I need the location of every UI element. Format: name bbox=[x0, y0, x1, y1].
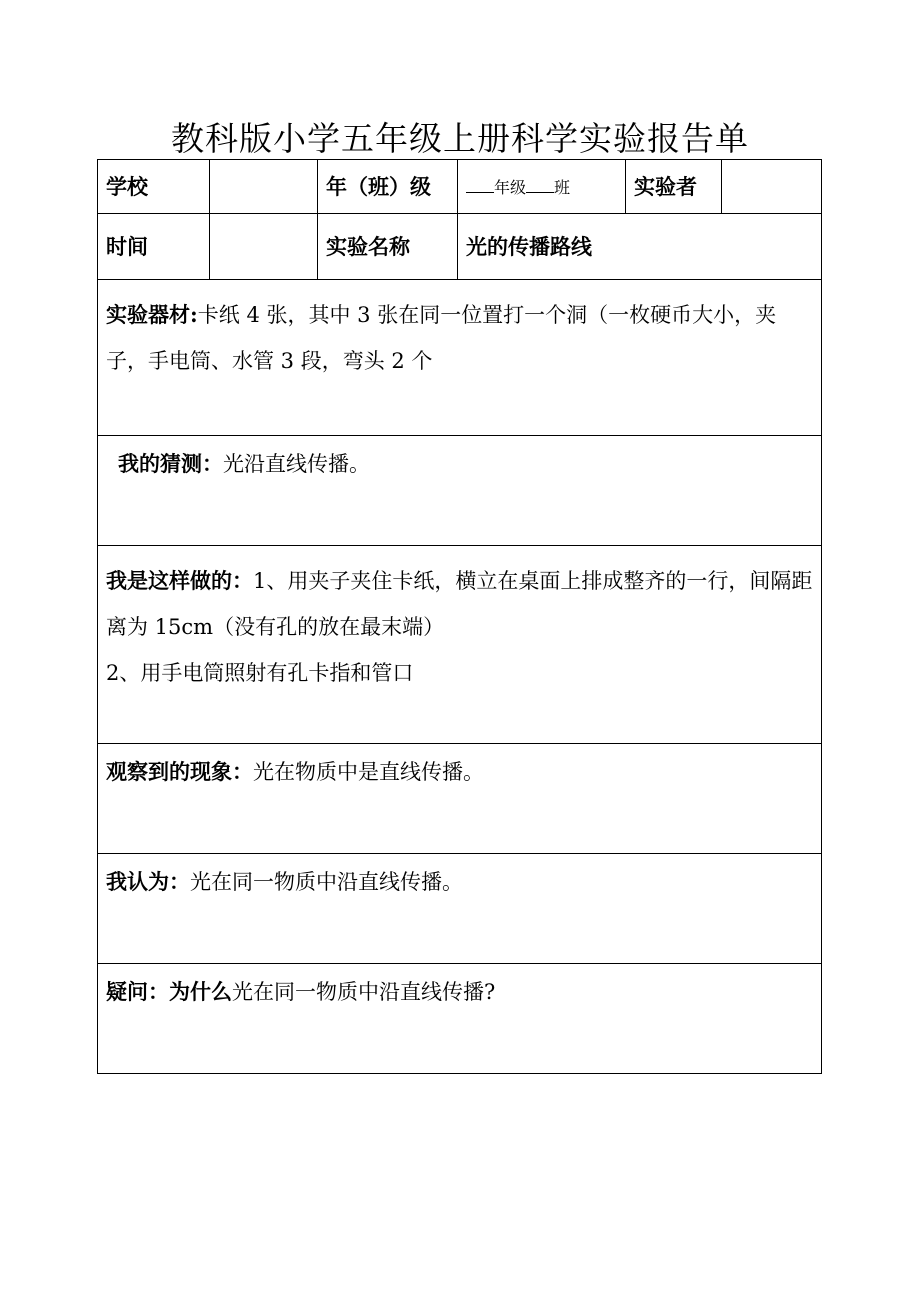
conclusion-cell bbox=[98, 854, 822, 964]
question-cell bbox=[98, 964, 822, 1074]
conclusion-text: 光在同一物质中沿直线传播。 bbox=[190, 870, 463, 894]
guess-cell bbox=[98, 436, 822, 546]
materials-text: 卡纸 4 张，其中 3 张在同一位置打一个洞（一枚硬币大小，夹子，手电筒、水管 3 段，弯头 2 个 bbox=[106, 303, 777, 373]
observation-label: 观察到的现象： bbox=[106, 759, 253, 784]
time-label: 时间 bbox=[98, 214, 210, 280]
observation-row bbox=[98, 744, 822, 854]
materials-cell bbox=[98, 280, 822, 436]
grade-suffix: 年级 bbox=[494, 177, 527, 197]
procedure-label: 我是这样做的： bbox=[106, 568, 253, 593]
question-text: 光在同一物质中沿直线传播? bbox=[232, 980, 496, 1004]
school-value[interactable] bbox=[210, 160, 318, 214]
guess-label: 我的猜测： bbox=[118, 451, 223, 476]
experimenter-label: 实验者 bbox=[626, 160, 722, 214]
page-title: 教科版小学五年级上册科学实验报告单 bbox=[171, 119, 749, 158]
school-label: 学校 bbox=[98, 160, 210, 214]
guess-row bbox=[98, 436, 822, 546]
class-suffix: 班 bbox=[554, 177, 571, 197]
grade-blank[interactable] bbox=[466, 191, 494, 193]
experiment-name-value: 光的传播路线 bbox=[458, 214, 822, 280]
conclusion-row bbox=[98, 854, 822, 964]
conclusion-label: 我认为： bbox=[106, 869, 190, 894]
class-value[interactable] bbox=[458, 160, 626, 214]
experimenter-value[interactable] bbox=[722, 160, 822, 214]
materials-row bbox=[98, 280, 822, 436]
question-row bbox=[98, 964, 822, 1074]
report-table bbox=[97, 159, 822, 1074]
procedure-step-2: 2、用手电筒照射有孔卡指和管口 bbox=[106, 661, 414, 685]
procedure-step-1: 1、用夹子夹住卡纸，横立在桌面上排成整齐的一行，间隔距离为 15cm（没有孔的放在最末端） bbox=[106, 569, 813, 639]
observation-text: 光在物质中是直线传播。 bbox=[253, 760, 484, 784]
experiment-name-label: 实验名称 bbox=[318, 214, 458, 280]
time-value[interactable] bbox=[210, 214, 318, 280]
guess-text: 光沿直线传播。 bbox=[223, 452, 370, 476]
class-blank[interactable] bbox=[526, 191, 554, 193]
class-label: 年（班）级 bbox=[318, 160, 458, 214]
procedure-cell bbox=[98, 546, 822, 744]
materials-label: 实验器材: bbox=[106, 302, 198, 327]
header-row-1 bbox=[98, 160, 822, 214]
question-label: 疑问：为什么 bbox=[106, 979, 232, 1004]
observation-cell bbox=[98, 744, 822, 854]
procedure-row bbox=[98, 546, 822, 744]
header-row-2 bbox=[98, 214, 822, 280]
